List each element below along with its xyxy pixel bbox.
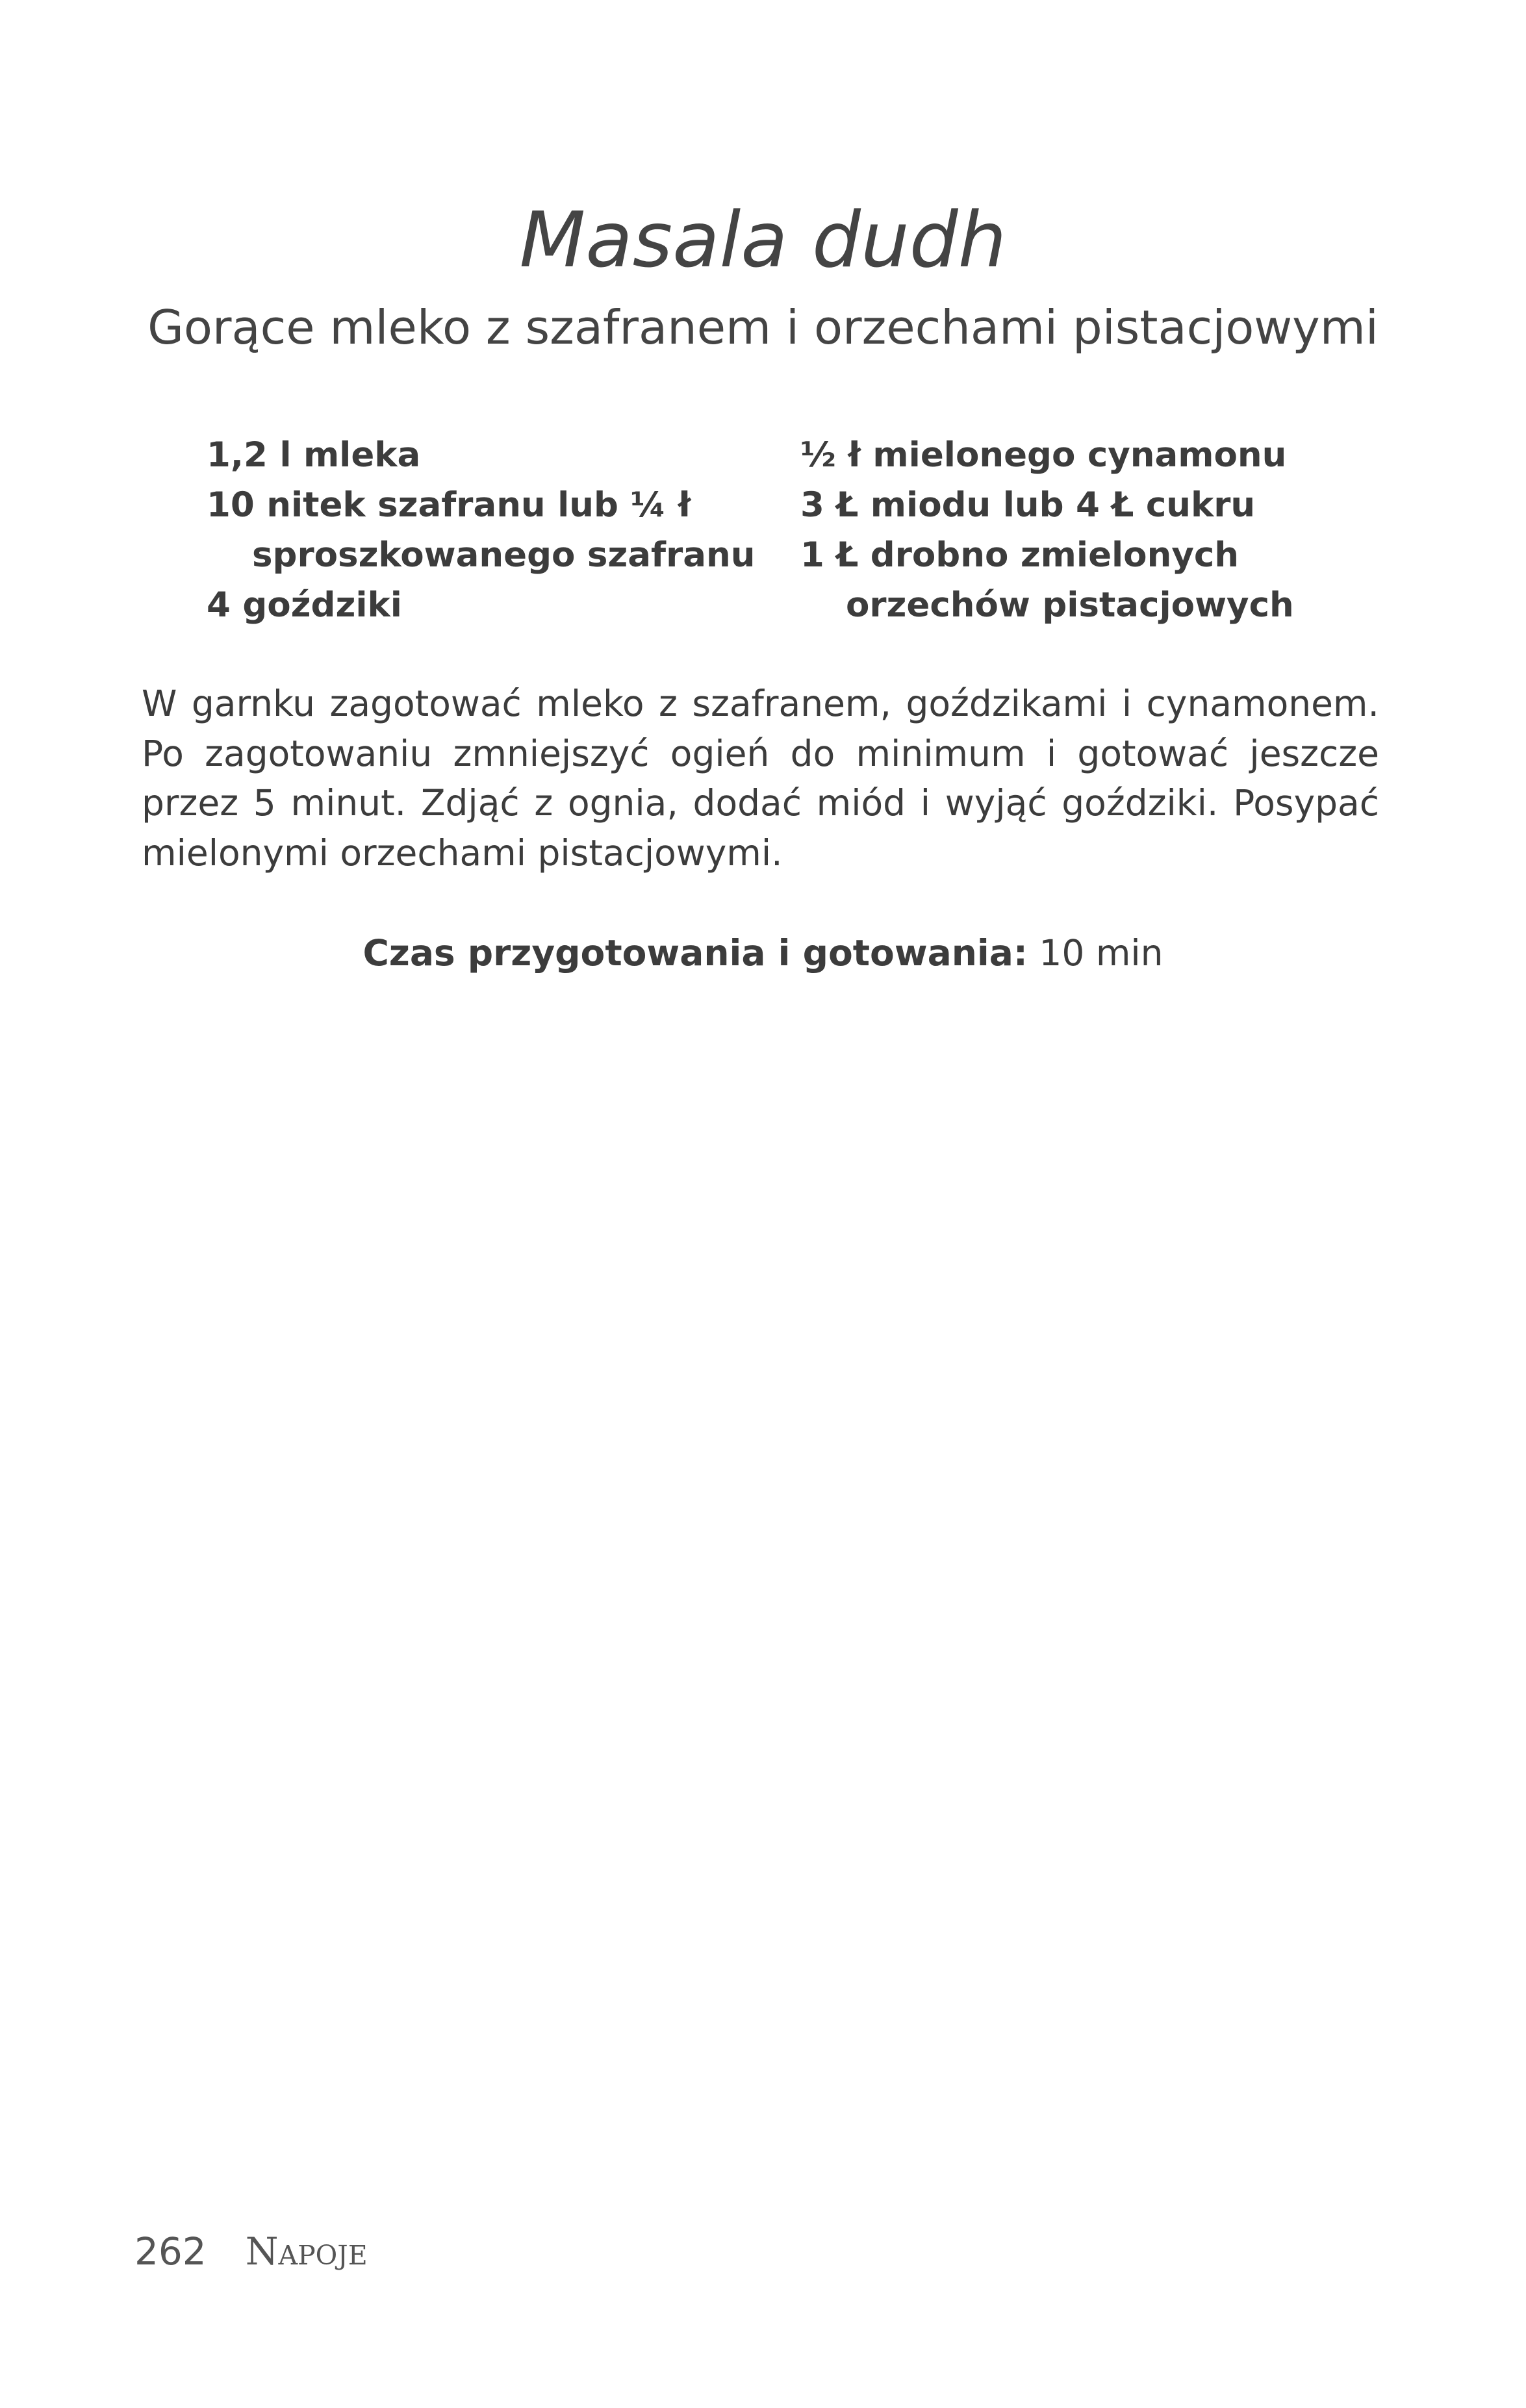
ingredient-item: 1,2 l mleka bbox=[207, 435, 421, 475]
instructions-paragraph: W garnku zagotować mleko z szafranem, goździkami i cynamonem. Po zagotowaniu zmniejszyć ogień do minimum i gotować jeszcze przez 5 minut. Zdjąć z ognia, dodać miód i wyjąć goździki. Posypać mielonymi orzechami pistacjowymi. bbox=[142, 683, 1379, 874]
ingredients-right-column bbox=[800, 430, 1294, 630]
preparation-time-value: 10 min bbox=[1039, 932, 1164, 974]
ingredient-item-continuation: orzechów pistacjowych bbox=[846, 585, 1294, 625]
recipe-subtitle: Gorące mleko z szafranem i orzechami pistacjowymi bbox=[147, 300, 1379, 355]
page-footer bbox=[134, 2229, 368, 2274]
section-name: Napoje bbox=[245, 2229, 368, 2274]
ingredient-item: 4 goździki bbox=[207, 585, 402, 625]
preparation-time bbox=[0, 932, 1526, 974]
ingredient-item: ½ ł mielonego cynamonu bbox=[800, 435, 1287, 475]
ingredient-item: 1 Ł drobno zmielonych bbox=[800, 535, 1240, 575]
page-number: 262 bbox=[134, 2229, 207, 2274]
preparation-time-label: Czas przygotowania i gotowania: bbox=[362, 932, 1028, 974]
ingredients-left-column bbox=[207, 430, 755, 630]
recipe-title: Masala dudh bbox=[519, 195, 1007, 285]
ingredient-item-continuation: sproszkowanego szafranu bbox=[252, 535, 756, 575]
ingredient-item: 3 Ł miodu lub 4 Ł cukru bbox=[800, 485, 1256, 525]
ingredient-item: 10 nitek szafranu lub ¼ ł bbox=[207, 485, 691, 525]
